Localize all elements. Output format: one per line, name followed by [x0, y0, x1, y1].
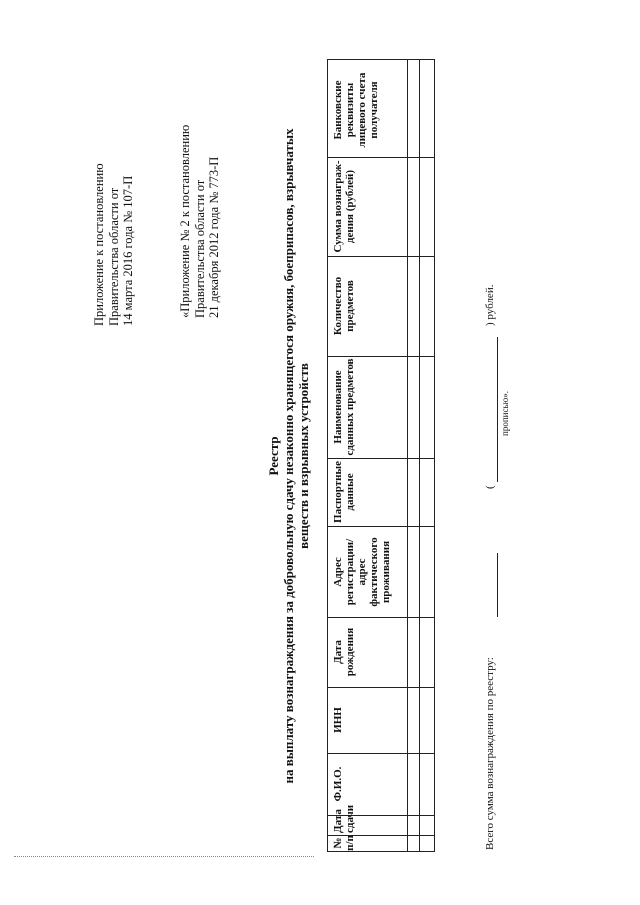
col-header-birthdate: Дата рождения [332, 627, 356, 677]
table-divider [328, 157, 434, 158]
table-divider [328, 356, 434, 357]
appendix-new-line1: Приложение к постановлению [92, 163, 106, 326]
col-header-address: Адрес регистрации/ адрес фактического проживания [332, 537, 392, 607]
table-divider [328, 753, 434, 754]
appendix-new-block [92, 163, 136, 326]
appendix-old-block [178, 125, 222, 318]
col-header-reward-sum: Сумма вознаграж-дения (рублей) [332, 160, 356, 253]
appendix-new-line3: 14 марта 2016 года № 107-П [121, 175, 135, 326]
scan-artifact [14, 856, 314, 857]
registry-subtitle-line1: на выплату вознаграждения за добровольную сдачу незаконно хранящегося оружия, боеприпасов, взрывчатых [281, 128, 296, 784]
col-header-items-count: Количество предметов [332, 276, 356, 336]
col-header-date-submitted: Дата сдачи [332, 804, 356, 833]
total-label: Всего сумма вознаграждения по реестру: [484, 657, 496, 850]
col-header-passport: Паспортные данные [332, 461, 356, 523]
total-open-paren: ( [484, 485, 496, 489]
table-divider [419, 60, 420, 851]
registry-title [266, 59, 311, 853]
registry-table [327, 59, 435, 852]
total-words-line [497, 337, 498, 482]
col-header-bank-details: Банковские реквизиты лицевого счета получателя [332, 72, 380, 148]
table-divider [328, 617, 434, 618]
table-divider [407, 60, 408, 851]
col-header-number: № п/п [332, 835, 356, 851]
col-header-inn: ИНН [332, 707, 344, 733]
appendix-old-line3: 21 декабря 2012 года № 773-П [207, 156, 221, 318]
appendix-old-line2: Правительства области от [192, 179, 207, 318]
table-divider [328, 687, 434, 688]
col-header-items-name: Наименование сданных предметов [332, 358, 356, 456]
total-hint: прописью». [500, 390, 510, 436]
appendix-new-line2: Правительства области от [106, 187, 121, 326]
registry-heading: Реестр [266, 436, 281, 476]
total-close-paren: ) рублей. [484, 284, 496, 326]
col-header-fio: Ф.И.О. [332, 766, 344, 802]
appendix-old-line1: «Приложение № 2 к постановлению [178, 124, 192, 318]
total-blank-line [497, 553, 498, 617]
registry-subtitle-line2: веществ и взрывных устройств [296, 363, 311, 549]
table-divider [328, 458, 434, 459]
table-divider [328, 256, 434, 257]
table-divider [328, 526, 434, 527]
